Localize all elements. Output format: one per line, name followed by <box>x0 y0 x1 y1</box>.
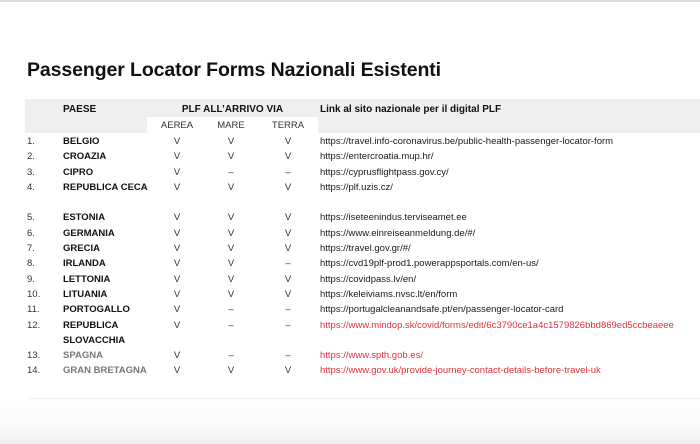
table-row <box>0 272 700 287</box>
table-row <box>0 256 700 271</box>
plf-link[interactable]: https://www.einreiseanmeldung.de/#/ <box>320 227 476 239</box>
mare-mark: – <box>228 166 234 178</box>
mare-mark: V <box>227 212 235 224</box>
country-name: REPUBLICA SLOVACCHIA <box>63 319 126 346</box>
country-name: GERMANIA <box>63 227 115 239</box>
mare-mark: V <box>227 365 235 377</box>
aerea-mark: V <box>173 166 181 178</box>
row-number: 11. <box>27 304 40 316</box>
row-number: 5. <box>27 212 35 224</box>
terra-mark: V <box>284 212 292 224</box>
aerea-mark: V <box>173 365 181 377</box>
mare-mark: – <box>228 350 234 362</box>
aerea-mark: V <box>173 304 181 316</box>
country-name: BELGIO <box>63 136 100 147</box>
terra-mark: V <box>284 273 292 285</box>
mare-mark: V <box>227 243 235 255</box>
table-row <box>0 348 700 363</box>
mare-mark: V <box>227 181 235 193</box>
subheader-terra: TERRA <box>271 120 305 131</box>
terra-mark: – <box>285 319 291 331</box>
row-number: 10. <box>27 288 41 300</box>
aerea-mark: V <box>173 181 181 193</box>
country-name: IRLANDA <box>63 258 106 270</box>
aerea-mark: V <box>173 243 181 255</box>
table-row <box>0 302 700 317</box>
row-number: 4. <box>27 181 35 193</box>
mare-mark: V <box>227 136 235 147</box>
header-plf-arrival: PLF ALL’ARRIVO VIA <box>181 104 284 115</box>
terra-mark: – <box>285 350 291 362</box>
country-name: CIPRO <box>63 166 94 178</box>
plf-link[interactable]: https://plf.uzis.cz/ <box>320 181 393 193</box>
terra-mark: V <box>284 365 292 377</box>
terra-mark: – <box>285 166 291 178</box>
row-number: 1. <box>27 136 35 147</box>
table-row <box>0 363 700 378</box>
plf-link[interactable]: https://www.spth.gob.es/ <box>320 350 423 362</box>
terra-mark: V <box>284 243 292 255</box>
mare-mark: V <box>227 227 235 239</box>
table-row <box>0 318 700 349</box>
terra-mark: V <box>284 136 292 147</box>
plf-link[interactable]: https://covidpass.lv/en/ <box>320 273 417 285</box>
mare-mark: V <box>227 258 235 270</box>
row-number: 9. <box>27 273 35 285</box>
mare-mark: V <box>227 273 235 285</box>
table-row <box>0 134 700 149</box>
mare-mark: V <box>227 288 235 300</box>
row-number: 3. <box>27 166 35 178</box>
row-number: 8. <box>27 258 35 270</box>
aerea-mark: V <box>173 288 181 300</box>
aerea-mark: V <box>173 319 181 331</box>
row-number: 2. <box>27 151 35 163</box>
header-link: Link al sito nazionale per il digital PLF <box>320 104 502 115</box>
table-row <box>0 241 700 256</box>
row-number: 14. <box>27 365 41 377</box>
subheader-mare: MARE <box>217 120 245 131</box>
plf-link[interactable]: https://travel.gov.gr/#/ <box>320 243 411 255</box>
mare-mark: – <box>228 304 234 316</box>
country-name: LITUANIA <box>63 288 108 300</box>
page-title: Passenger Locator Forms Nazionali Esistenti <box>27 59 441 81</box>
plf-link[interactable]: https://entercroatia.mup.hr/ <box>320 151 434 163</box>
table-row <box>0 149 700 164</box>
plf-link[interactable]: https://keleiviams.nvsc.lt/en/form <box>320 288 458 300</box>
terra-mark: V <box>284 288 292 300</box>
bottom-divider <box>28 398 700 399</box>
header-country: PAESE <box>63 104 97 115</box>
bottom-shadow <box>0 400 700 444</box>
country-name: SPAGNA <box>63 350 103 362</box>
terra-mark: V <box>284 181 292 193</box>
country-name: PORTOGALLO <box>63 304 130 316</box>
table-body <box>0 134 700 379</box>
mare-mark: V <box>227 151 235 163</box>
aerea-mark: V <box>173 350 181 362</box>
row-number: 13. <box>27 350 41 362</box>
country-name: GRECIA <box>63 243 100 255</box>
table-row <box>0 180 700 211</box>
subheader-aerea: AEREA <box>160 120 194 131</box>
table-row <box>0 287 700 302</box>
plf-link[interactable]: https://travel.info-coronavirus.be/public-health-passenger-locator-form <box>320 136 614 147</box>
country-name: ESTONIA <box>63 212 106 224</box>
plf-link[interactable]: https://iseteenindus.terviseamet.ee <box>320 212 467 224</box>
plf-link[interactable]: https://portugalcleanandsafe.pt/en/passenger-locator-card <box>320 304 564 316</box>
plf-link[interactable]: https://cvd19plf-prod1.powerappsportals.com/en-us/ <box>320 258 539 270</box>
terra-mark: – <box>285 304 291 316</box>
plf-link[interactable]: https://cyprusflightpass.gov.cy/ <box>320 166 449 178</box>
aerea-mark: V <box>173 227 181 239</box>
terra-mark: V <box>284 151 292 163</box>
plf-link[interactable]: https://www.gov.uk/provide-journey-contact-details-before-travel-uk <box>320 365 601 377</box>
terra-mark: V <box>284 227 292 239</box>
table-row <box>0 226 700 241</box>
plf-link[interactable]: https://www.mindop.sk/covid/forms/edit/6c3790ce1a4c1579826bbd869ed5ccbeaeee <box>320 319 674 331</box>
terra-mark: – <box>285 258 291 270</box>
mare-mark: – <box>228 319 234 331</box>
country-name: CROAZIA <box>63 151 107 163</box>
country-name: GRAN BRETAGNA <box>63 365 147 377</box>
aerea-mark: V <box>173 212 181 224</box>
row-number: 12. <box>27 319 41 331</box>
row-number: 6. <box>27 227 35 239</box>
row-number: 7. <box>27 243 35 255</box>
aerea-mark: V <box>173 273 181 285</box>
table-row <box>0 210 700 225</box>
country-name: LETTONIA <box>63 273 111 285</box>
country-name: REPUBLICA CECA <box>63 181 148 193</box>
table-row <box>0 165 700 180</box>
aerea-mark: V <box>173 151 181 163</box>
aerea-mark: V <box>173 258 181 270</box>
aerea-mark: V <box>173 136 181 147</box>
